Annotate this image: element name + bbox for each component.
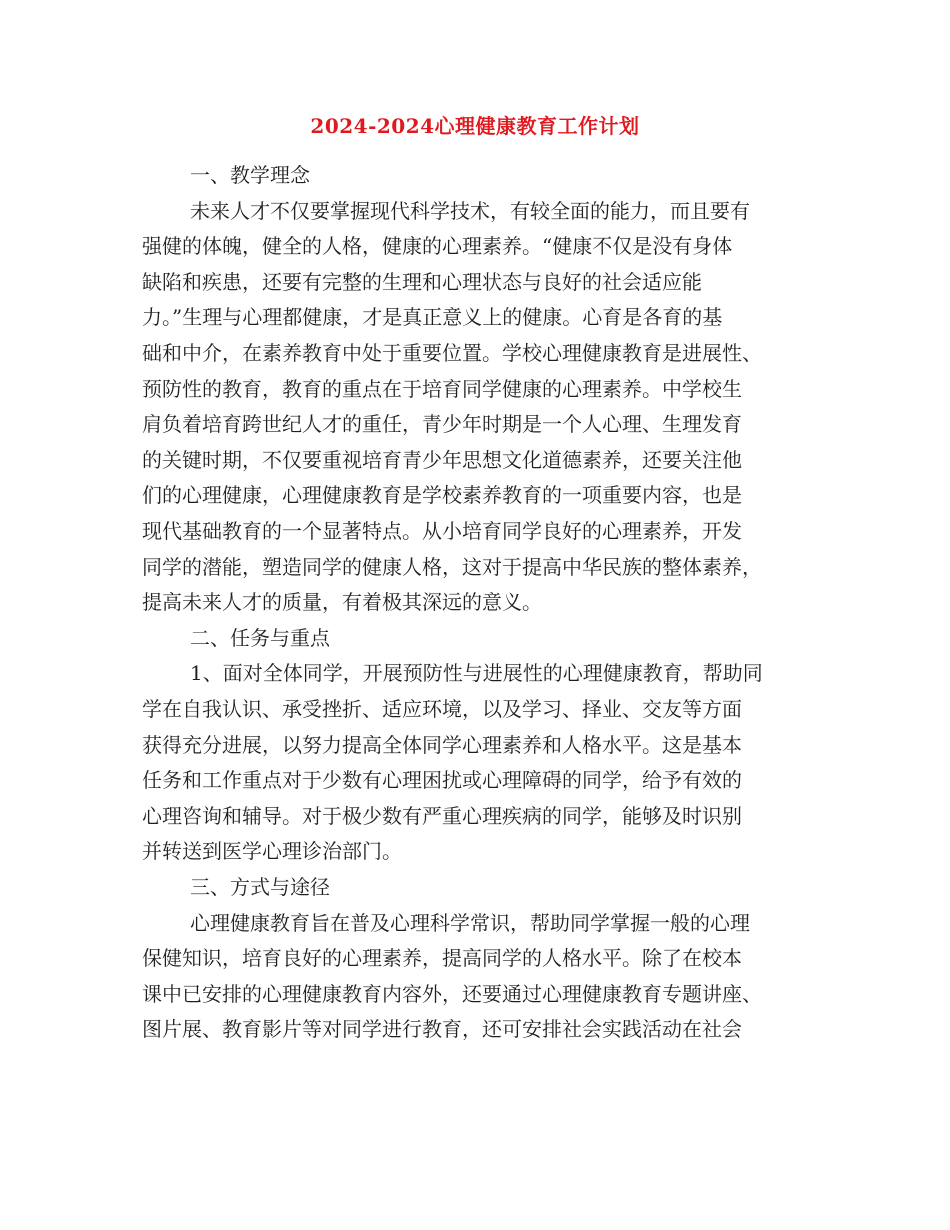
text-line: 肩负着培育跨世纪人才的重任，青少年时期是一个人心理、生理发育 <box>142 412 742 437</box>
text-line: 1、面对全体同学，开展预防性与进展性的心理健康教育，帮助同 <box>190 661 763 686</box>
text-line: 一、教学理念 <box>190 163 310 187</box>
text-line: 础和中介，在素养教育中处于重要位置。学校心理健康教育是进展性、 <box>142 341 762 365</box>
text-line: 任务和工作重点对于少数有心理困扰或心理障碍的同学，给予有效的 <box>142 768 742 793</box>
text-line: 的关键时期，不仅要重视培育青少年思想文化道德素养，还要关注他 <box>142 447 742 472</box>
text-line: 获得充分进展，以努力提高全体同学心理素养和人格水平。这是基本 <box>142 732 742 757</box>
text-line: 保健知识，培育良好的心理素养，提高同学的人格水平。除了在校本 <box>142 946 742 971</box>
text-line: 强健的体魄，健全的人格，健康的心理素养。“健康不仅是没有身体 <box>142 234 733 259</box>
text-line: 学在自我认识、承受挫折、适应环境，以及学习、择业、交友等方面 <box>142 697 742 721</box>
text-line: 们的心理健康，心理健康教育是学校素养教育的一项重要内容，也是 <box>142 483 742 508</box>
text-line: 未来人才不仅要掌握现代科学技术，有较全面的能力，而且要有 <box>190 198 750 223</box>
text-line: 现代基础教育的一个显著特点。从小培育同学良好的心理素养，开发 <box>142 519 742 543</box>
text-line: 力。”生理与心理都健康，才是真正意义上的健康。心育是各育的基 <box>142 305 723 330</box>
text-line: 预防性的教育，教育的重点在于培育同学健康的心理素养。中学校生 <box>142 376 742 401</box>
text-line: 图片展、教育影片等对同学进行教育，还可安排社会实践活动在社会 <box>142 1017 742 1042</box>
text-line: 心理咨询和辅导。对于极少数有严重心理疾病的同学，能够及时识别 <box>142 803 742 828</box>
text-line: 同学的潜能，塑造同学的健康人格，这对于提高中华民族的整体素养， <box>142 554 762 579</box>
text-line: 心理健康教育旨在普及心理科学常识，帮助同学掌握一般的心理 <box>190 910 750 935</box>
text-line: 二、任务与重点 <box>190 625 330 650</box>
text-line: 并转送到医学心理诊治部门。 <box>142 839 402 864</box>
text-line: 三、方式与途径 <box>190 875 330 899</box>
document-title: 2024-2024心理健康教育工作计划 <box>310 114 640 138</box>
text-line: 课中已安排的心理健康教育内容外，还要通过心理健康教育专题讲座、 <box>142 981 762 1006</box>
text-line: 缺陷和疾患，还要有完整的生理和心理状态与良好的社会适应能 <box>142 269 702 294</box>
text-line: 提高未来人才的质量，有着极其深远的意义。 <box>142 590 542 615</box>
